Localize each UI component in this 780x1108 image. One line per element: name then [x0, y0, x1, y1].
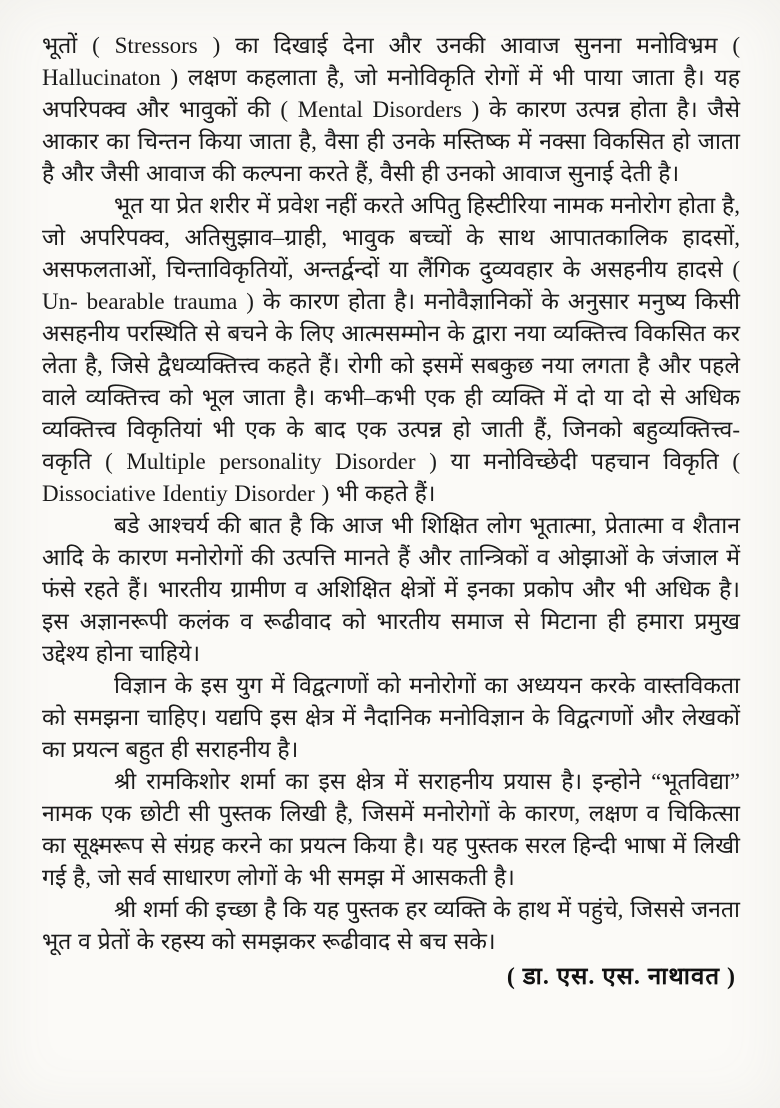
paragraph-science-study: विज्ञान के इस युग में विद्वत्गणों को मनोरोगों का अध्ययन करके वास्तविकता को समझना चाहिए। यद्यपि इस क्षेत्र में नैदानिक मनोविज्ञान के विद्वत्गणों और लेखकों का प्रयत्न बहुत ही सराहनीय है। [42, 673, 740, 762]
signature-author: ( डा. एस. एस. नाथावत ) [506, 964, 736, 990]
paragraph-bhootvidya-book: श्री रामकिशोर शर्मा का इस क्षेत्र में सराहनीय प्रयास है। इन्होने “भूतविद्या” नामक एक छोटी सी पुस्तक लिखी है, जिसमें मनोरोगों के कारण, लक्षण व चिकित्सा का सूक्ष्मरूप से संग्रह करने का प्रयत्न किया है। यह पुस्तक सरल हिन्दी भाषा में लिखी गई है, जो सर्व साधारण लोगों के भी समझ में आसकती है। [42, 769, 740, 890]
paragraph-hallucination-symptoms: भूतों ( Stressors ) का दिखाई देना और उनकी आवाज सुनना मनोविभ्रम ( Hallucinaton ) लक्षण कहलाता है, जो मनोविकृति रोगों में भी पाया जाता है। यह अपरिपक्व और भावुकों की ( Mental Disorders ) के कारण उत्पन्न होता है। जैसे आकार का चिन्तन किया जाता है, वैसा ही उनके मस्तिष्क में नक्सा विकसित हो जाता है और जैसी आवाज की कल्पना करते हैं, वैसी ही उनको आवाज सुनाई देती है। [42, 33, 740, 186]
paragraph-author-wish: श्री शर्मा की इच्छा है कि यह पुस्तक हर व्यक्ति के हाथ में पहुंचे, जिससे जनता भूत व प्रेतों के रहस्य को समझकर रूढीवाद से बच सके। [42, 897, 740, 954]
paragraph-hysteria-personality: भूत या प्रेत शरीर में प्रवेश नहीं करते अपितु हिस्टीरिया नामक मनोरोग होता है, जो अपरिपक्व, अतिसुझाव–ग्राही, भावुक बच्चों के साथ आपातकालिक हादसों, असफलताओं, चिन्ताविकृतियों, अन्तर्द्वन्दों या लैंगिक दुव्यवहार के असहनीय हादसे ( Un- bearable trauma ) के कारण होता है। मनोवैज्ञानिकों के अनुसार मनुष्य किसी असहनीय परस्थिति से बचने के लिए आत्मसम्मोन के द्वारा नया व्यक्तित्त्व विकसित कर लेता है, जिसे द्वैधव्यक्तित्त्व कहते हैं। रोगी को इसमें सबकुछ नया लगता है और पहले वाले व्यक्तित्त्व को भूल जाता है। कभी–कभी एक ही व्यक्ति में दो या दो से अधिक व्यक्तित्त्व विकृतियां भी एक के बाद एक उत्पन्न हो जाती हैं, जिनको बहुव्यक्तित्त्व-वकृति ( Multiple personality Disorder ) या मनोविच्छेदी पहचान विकृति ( Dissociative Identiy Disorder ) भी कहते हैं। [42, 193, 740, 506]
paragraph-superstition-society: बडे आश्चर्य की बात है कि आज भी शिक्षित लोग भूतात्मा, प्रेतात्मा व शैतान आदि के कारण मनोरोगों की उत्पत्ति मानते हैं और तान्त्रिकों व ओझाओं के जंजाल में फंसे रहते हैं। भारतीय ग्रामीण व अशिक्षित क्षेत्रों में इनका प्रकोप और भी अधिक है। इस अज्ञानरूपी कलंक व रूढीवाद को भारतीय समाज से मिटाना ही हमारा प्रमुख उद्देश्य होना चाहिये। [42, 513, 740, 666]
